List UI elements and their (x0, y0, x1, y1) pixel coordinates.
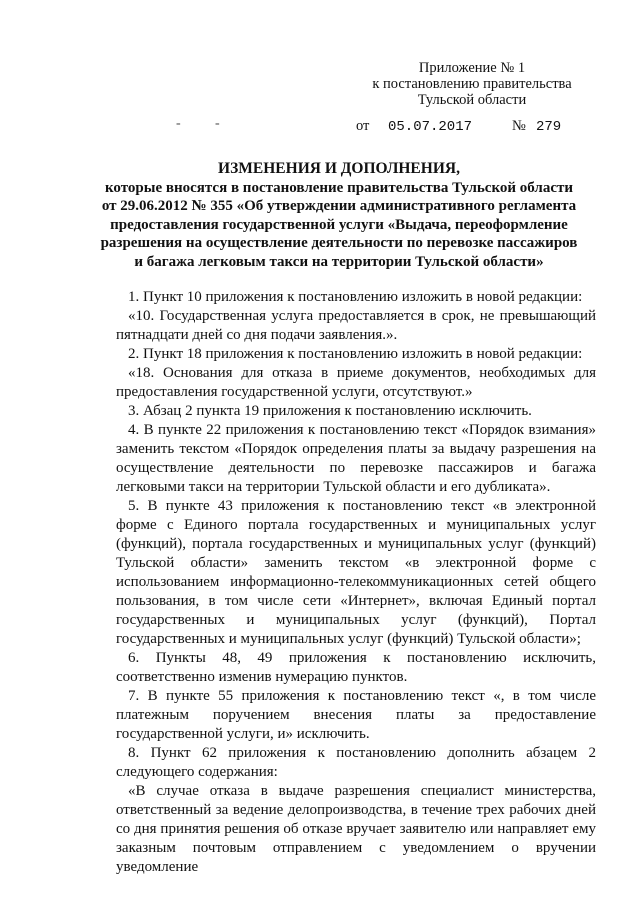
title-line: предоставления государственной услуги «Выдача, переоформление (110, 216, 568, 233)
document-body (116, 288, 596, 877)
mark-dash: - (215, 116, 220, 131)
paragraph: 4. В пункте 22 приложения к постановлению текст «Порядок взимания» заменить текстом «Порядок определения платы за выдачу разрешения на осуществление деятельности по перевозке пассажиров и багажа легковыми такси на территории Тульской области и его дубликата». (116, 422, 596, 495)
appendix-number: Приложение № 1 (418, 60, 526, 76)
title-line: от 29.06.2012 № 355 «Об утверждении административного регламента (101, 198, 577, 215)
paragraph: 1. Пункт 10 приложения к постановлению изложить в новой редакции: (128, 289, 583, 305)
number-value: 279 (536, 119, 562, 135)
date-label: от (356, 118, 370, 134)
paragraph: «10. Государственная услуга предоставляется в срок, не превышающий пятнадцати дней со дня подачи заявления.». (116, 308, 596, 343)
title-main: ИЗМЕНЕНИЯ И ДОПОЛНЕНИЯ, (218, 160, 460, 177)
paragraph: 2. Пункт 18 приложения к постановлению изложить в новой редакции: (128, 346, 583, 362)
appendix-header (352, 60, 592, 108)
paragraph: 5. В пункте 43 приложения к постановлению текст «в электронной форме с Единого портала государственных и муниципальных услуг (функций), портала государственных и муниципальных услуг (функций) Тульской области» заменить текстом «в электронной форме с использованием информационно-телекоммуникационных сетей общего пользования, в том числе сети «Интернет», включая Единый портал государственных и муниципальных услуг (функций), Портал государственных и муниципальных услуг (функций) Тульской области»; (116, 498, 596, 647)
title-line: которые вносятся в постановление правительства Тульской области (104, 179, 574, 196)
mark-dash: - (176, 116, 181, 131)
date-value: 05.07.2017 (388, 119, 473, 135)
title-line: разрешения на осуществление деятельности по перевозке пассажиров (100, 235, 578, 252)
document-title (84, 160, 594, 272)
paragraph: «В случае отказа в выдаче разрешения специалист министерства, ответственный за ведение делопроизводства, в течение трех рабочих дней со дня принятия решения об отказе вручает заявителю или направляет ему заказным почтовым отправлением с уведомлением о вручении уведомление (116, 783, 596, 875)
paragraph: «18. Основания для отказа в приеме документов, необходимых для предоставления государственной услуги, отсутствуют.» (116, 365, 596, 400)
paragraph: 8. Пункт 62 приложения к постановлению дополнить абзацем 2 следующего содержания: (116, 745, 596, 780)
paragraph: 3. Абзац 2 пункта 19 приложения к постановлению исключить. (128, 403, 532, 419)
appendix-resolution: к постановлению правительства (372, 76, 572, 92)
paragraph: 6. Пункты 48, 49 приложения к постановлению исключить, соответственно изменив нумерацию пунктов. (116, 650, 596, 685)
appendix-region: Тульской области (417, 92, 527, 108)
paragraph: 7. В пункте 55 приложения к постановлению текст «, в том числе платежным поручением внесения платы за предоставление государственной услуги, и» исключить. (116, 688, 596, 742)
title-line: и багажа легковым такси на территории Тульской области» (134, 253, 544, 270)
number-label: № (512, 118, 526, 134)
